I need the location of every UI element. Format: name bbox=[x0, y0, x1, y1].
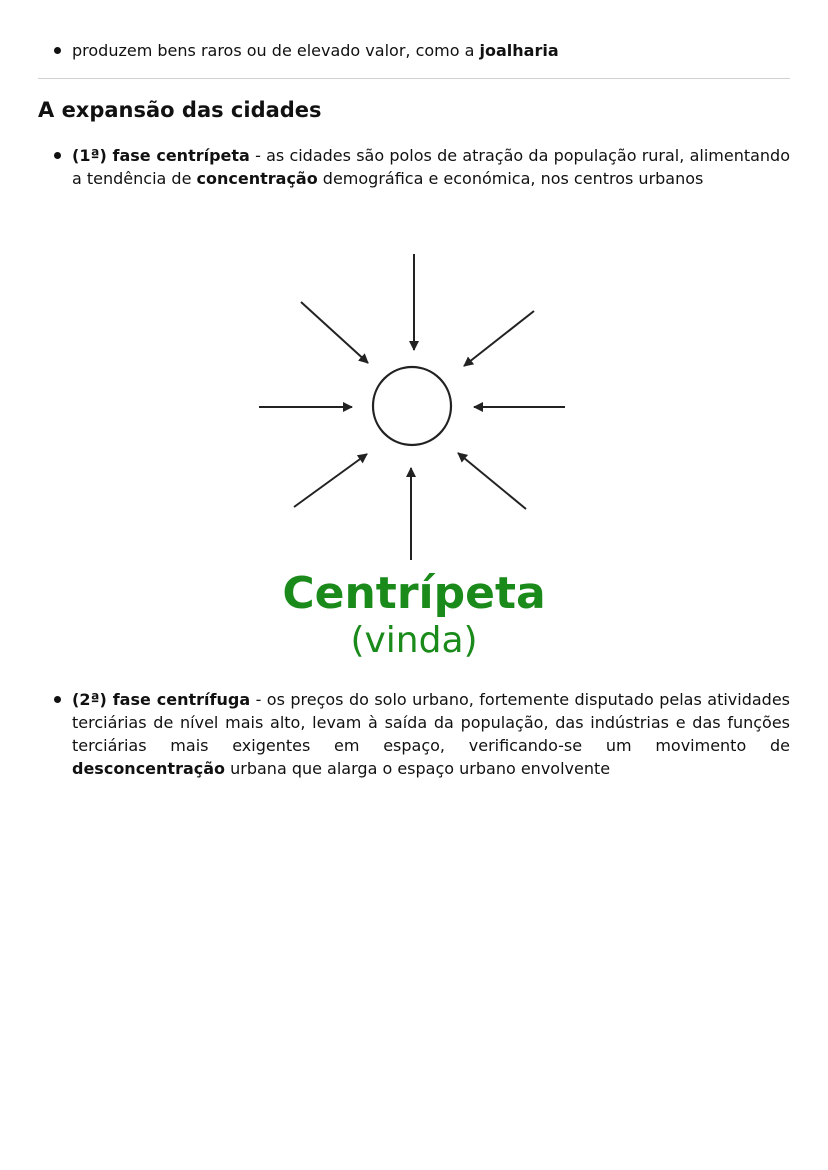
intro-bullet bbox=[40, 39, 790, 62]
intro-bullet-plain: produzem bens raros ou de elevado valor, como a bbox=[72, 41, 480, 60]
arrow-from-bottom-right-icon bbox=[458, 453, 526, 509]
section-title: A expansão das cidades bbox=[38, 98, 322, 122]
bullet-centripeta-end: demográfica e económica, nos centros urbanos bbox=[317, 169, 704, 188]
bullet-centrifuga bbox=[40, 688, 790, 780]
center-circle-icon bbox=[373, 367, 451, 445]
intro-bullet-text bbox=[72, 39, 790, 62]
bullet-centripeta bbox=[40, 144, 790, 190]
bullet-centrifuga-bold: desconcentração bbox=[72, 759, 226, 778]
arrow-from-top-right-icon bbox=[464, 311, 534, 366]
intro-bullet-bold: joalharia bbox=[479, 41, 559, 60]
bullet-centrifuga-plain: - os preços do solo urbano, fortemente disputado pelas atividades terciárias de nível mais alto, levam à saída da população, das indústrias e das funções terciárias mais exigentes em espaço, verificando-se um movimento de bbox=[72, 690, 790, 755]
diagram-sublabel: (vinda) bbox=[350, 620, 478, 661]
bullet-dot-icon bbox=[54, 152, 61, 159]
arrow-from-bottom-left-icon bbox=[294, 454, 367, 507]
bullet-centrifuga-end: urbana que alarga o espaço urbano envolvente bbox=[225, 759, 611, 778]
bullet-centripeta-bold: concentração bbox=[196, 169, 318, 188]
bullet-centripeta-lead: (1ª) fase centrípeta bbox=[72, 146, 250, 165]
section-divider bbox=[38, 78, 790, 79]
arrow-from-top-left-icon bbox=[301, 302, 368, 363]
bullet-centripeta-text bbox=[72, 144, 790, 190]
bullet-centripeta-plain: - as cidades são polos de atração da população rural, alimentando a tendência de bbox=[72, 146, 790, 188]
bullet-dot-icon bbox=[54, 696, 61, 703]
diagram-label: Centrípeta bbox=[282, 568, 546, 619]
bullet-centrifuga-lead: (2ª) fase centrífuga bbox=[72, 690, 251, 709]
bullet-dot-icon bbox=[54, 47, 61, 54]
bullet-centrifuga-text bbox=[72, 688, 790, 780]
